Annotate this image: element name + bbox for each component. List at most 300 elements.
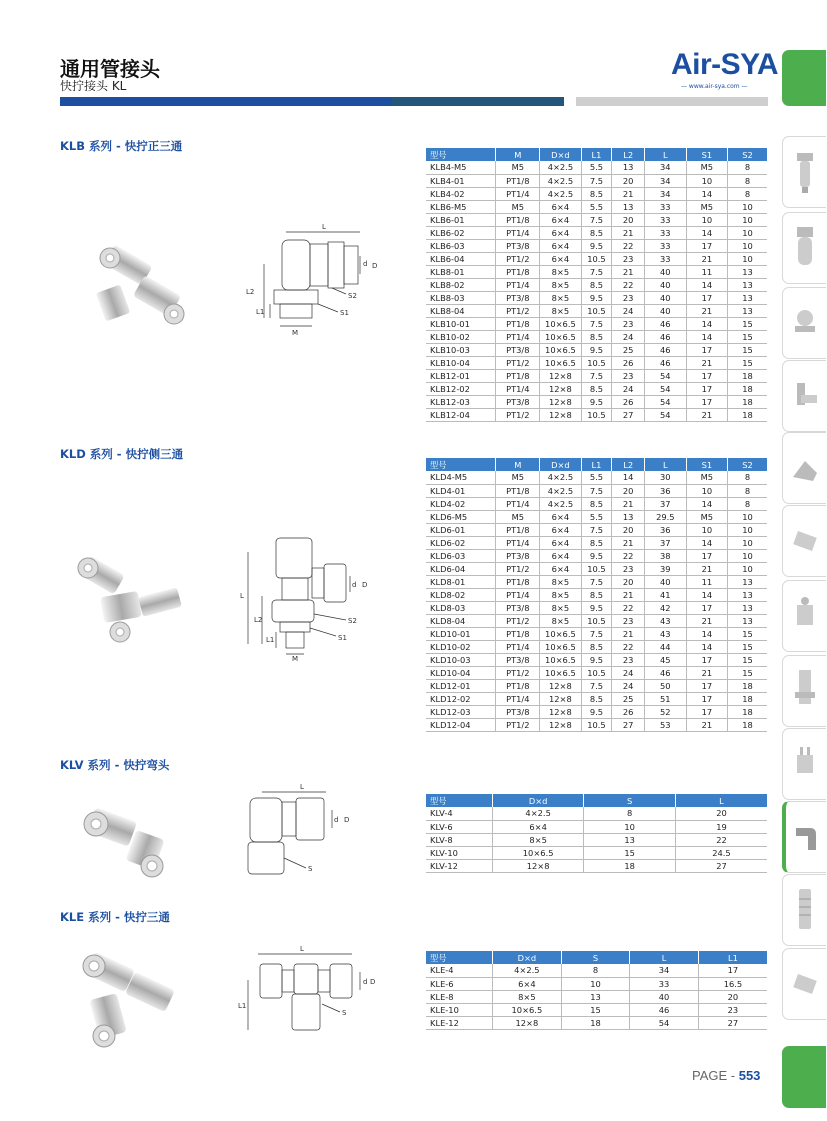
table-cell: 10.5: [581, 614, 612, 627]
table-cell: KLE-8: [426, 990, 493, 1003]
table-cell: KLV-6: [426, 820, 492, 833]
table-cell: 14: [686, 317, 728, 330]
table-row: [426, 265, 767, 278]
table-cell: KLD8-04: [426, 614, 496, 627]
table-cell: 13: [728, 601, 767, 614]
kld-dim-m: M: [292, 655, 299, 663]
table-cell: 17: [686, 369, 728, 382]
table-cell: 12×8: [540, 718, 582, 731]
table-cell: 21: [612, 536, 645, 549]
side-tab-solenoid[interactable]: [782, 432, 826, 504]
klb-spec-table: [426, 148, 767, 422]
table-row: [426, 356, 767, 369]
table-cell: M5: [496, 200, 540, 213]
table-cell: 4×2.5: [540, 187, 582, 200]
table-cell: 4×2.5: [540, 174, 582, 187]
table-header-row: [426, 794, 767, 807]
table-cell: 23: [612, 252, 645, 265]
table-cell: 22: [612, 549, 645, 562]
table-cell: 33: [645, 239, 687, 252]
table-cell: KLB4-01: [426, 174, 496, 187]
table-cell: 8.5: [581, 640, 612, 653]
table-cell: 10×6.5: [540, 666, 582, 679]
table-row: [426, 977, 767, 990]
table-cell: 7.5: [581, 317, 612, 330]
column-header: L: [675, 794, 767, 807]
table-row: [426, 497, 767, 510]
table-cell: 25: [612, 692, 645, 705]
table-cell: 6×4: [492, 820, 584, 833]
table-cell: 21: [686, 252, 728, 265]
table-cell: 7.5: [581, 484, 612, 497]
table-cell: KLB8-04: [426, 304, 496, 317]
table-cell: 10: [728, 523, 767, 536]
table-cell: 46: [645, 330, 687, 343]
table-cell: M5: [496, 161, 540, 174]
table-cell: 6×4: [540, 562, 582, 575]
table-cell: KLD10-02: [426, 640, 496, 653]
table-cell: 37: [645, 497, 687, 510]
table-cell: PT1/4: [496, 640, 540, 653]
table-cell: M5: [686, 161, 728, 174]
table-cell: 8×5: [540, 304, 582, 317]
table-cell: KLE-12: [426, 1016, 493, 1029]
table-cell: 10: [728, 239, 767, 252]
table-cell: 41: [645, 588, 687, 601]
table-cell: PT1/4: [496, 226, 540, 239]
table-cell: 11: [686, 265, 728, 278]
table-cell: 24.5: [675, 846, 767, 859]
filter-icon: [783, 137, 827, 209]
side-tab-regulator[interactable]: [782, 212, 826, 284]
table-row: [426, 833, 767, 846]
table-cell: 6×4: [493, 977, 562, 990]
table-cell: 54: [630, 1016, 699, 1029]
table-row: [426, 213, 767, 226]
table-header-row: [426, 148, 767, 161]
table-cell: 13: [612, 510, 645, 523]
table-cell: PT1/4: [496, 382, 540, 395]
table-cell: PT1/8: [496, 213, 540, 226]
table-cell: 15: [728, 343, 767, 356]
kld-dimension-drawing: [236, 532, 376, 662]
table-row: [426, 523, 767, 536]
table-cell: 9.5: [581, 395, 612, 408]
table-cell: 10.5: [581, 408, 612, 421]
table-cell: 19: [675, 820, 767, 833]
side-tab-filter[interactable]: [782, 136, 826, 208]
table-row: [426, 536, 767, 549]
table-cell: 20: [612, 575, 645, 588]
table-cell: KLD4-02: [426, 497, 496, 510]
fitting-icon: [783, 656, 827, 728]
table-cell: 6×4: [540, 239, 582, 252]
table-cell: 46: [645, 356, 687, 369]
table-cell: PT1/2: [496, 614, 540, 627]
table-cell: 46: [645, 343, 687, 356]
table-cell: 18: [728, 395, 767, 408]
page-title: 通用管接头: [60, 57, 160, 81]
table-cell: 23: [612, 562, 645, 575]
table-cell: 12×8: [540, 369, 582, 382]
table-cell: PT1/8: [496, 317, 540, 330]
table-cell: 17: [686, 395, 728, 408]
table-row: [426, 226, 767, 239]
silencer-icon: [783, 875, 827, 947]
table-cell: 8×5: [493, 990, 562, 1003]
side-tab-gauge[interactable]: [782, 287, 826, 359]
table-cell: 39: [645, 562, 687, 575]
table-cell: 10×6.5: [492, 846, 584, 859]
table-cell: 8.5: [581, 226, 612, 239]
side-tab-connector[interactable]: [782, 801, 826, 873]
table-cell: PT3/8: [496, 601, 540, 614]
table-cell: 8.5: [581, 692, 612, 705]
table-cell: PT1/2: [496, 408, 540, 421]
table-cell: 17: [686, 653, 728, 666]
kld-dim-l2: L2: [254, 616, 263, 624]
kld-dim-d: d: [352, 581, 357, 589]
table-cell: 8: [728, 484, 767, 497]
table-cell: 13: [728, 588, 767, 601]
side-tab-silencer[interactable]: [782, 874, 826, 946]
side-tab-bottom[interactable]: [782, 1046, 826, 1108]
table-cell: 17: [686, 679, 728, 692]
table-row: [426, 653, 767, 666]
column-header: L: [630, 951, 699, 964]
table-cell: KLE-10: [426, 1003, 493, 1016]
table-cell: 18: [728, 408, 767, 421]
table-cell: 10×6.5: [540, 640, 582, 653]
table-cell: 14: [686, 226, 728, 239]
table-cell: 22: [612, 601, 645, 614]
table-cell: 12×8: [540, 408, 582, 421]
klb-dim-l2: L2: [246, 288, 255, 296]
table-cell: 23: [612, 291, 645, 304]
table-header-row: [426, 951, 767, 964]
table-cell: 10: [686, 484, 728, 497]
table-cell: 50: [645, 679, 687, 692]
side-tab-top[interactable]: [782, 50, 826, 106]
column-header: S: [584, 794, 676, 807]
table-cell: 14: [686, 640, 728, 653]
table-cell: 20: [612, 213, 645, 226]
table-cell: KLV-10: [426, 846, 492, 859]
table-cell: KLB8-03: [426, 291, 496, 304]
table-cell: 45: [645, 653, 687, 666]
table-cell: KLD8-02: [426, 588, 496, 601]
table-cell: 7.5: [581, 575, 612, 588]
table-cell: 17: [686, 705, 728, 718]
table-cell: 8: [728, 174, 767, 187]
table-cell: 18: [728, 705, 767, 718]
page-subtitle: 快拧接头 KL: [60, 79, 127, 93]
klb-dim-d: d: [363, 260, 368, 268]
table-cell: 17: [686, 239, 728, 252]
table-cell: 9.5: [581, 549, 612, 562]
column-header: M: [496, 148, 540, 161]
table-cell: 23: [612, 317, 645, 330]
table-cell: PT1/8: [496, 174, 540, 187]
section-title-kle: KLE 系列 - 快拧三通: [60, 910, 170, 924]
table-cell: 22: [612, 278, 645, 291]
table-row: [426, 382, 767, 395]
table-cell: 21: [612, 588, 645, 601]
table-cell: KLV-4: [426, 807, 492, 820]
table-cell: 26: [612, 705, 645, 718]
table-cell: PT1/4: [496, 330, 540, 343]
side-tab-valve[interactable]: [782, 360, 826, 432]
table-cell: 33: [645, 213, 687, 226]
table-cell: 4×2.5: [540, 161, 582, 174]
table-cell: 15: [728, 330, 767, 343]
header-bar-dark: [60, 97, 392, 106]
table-cell: KLD6-03: [426, 549, 496, 562]
table-cell: KLB8-02: [426, 278, 496, 291]
table-cell: KLD10-01: [426, 627, 496, 640]
table-cell: 40: [630, 990, 699, 1003]
column-header: D×d: [493, 951, 562, 964]
side-tab-manifold[interactable]: [782, 728, 826, 800]
side-tab-cylinder[interactable]: [782, 505, 826, 577]
table-row: [426, 510, 767, 523]
table-cell: 12×8: [540, 382, 582, 395]
table-cell: 14: [686, 278, 728, 291]
table-cell: PT3/8: [496, 705, 540, 718]
table-cell: KLB12-01: [426, 369, 496, 382]
table-cell: PT1/4: [496, 536, 540, 549]
column-header: M: [496, 458, 540, 471]
table-cell: 8×5: [540, 265, 582, 278]
table-cell: 46: [645, 317, 687, 330]
table-cell: KLE-6: [426, 977, 493, 990]
header-bar-gray: [576, 97, 768, 106]
table-cell: 33: [645, 252, 687, 265]
table-cell: 10: [561, 977, 630, 990]
header-bar-teal: [392, 97, 564, 106]
table-cell: 8: [728, 471, 767, 484]
elbow-fitting-icon: [786, 802, 826, 874]
column-header: 型号: [426, 794, 492, 807]
table-cell: 23: [612, 653, 645, 666]
table-cell: 8: [561, 964, 630, 977]
table-cell: PT1/4: [496, 187, 540, 200]
table-cell: 10×6.5: [493, 1003, 562, 1016]
table-cell: 12×8: [493, 1016, 562, 1029]
table-cell: 11: [686, 575, 728, 588]
table-row: [426, 562, 767, 575]
table-cell: 13: [728, 278, 767, 291]
table-cell: 7.5: [581, 369, 612, 382]
table-cell: PT3/8: [496, 549, 540, 562]
table-cell: KLV-8: [426, 833, 492, 846]
table-row: [426, 317, 767, 330]
table-cell: PT1/8: [496, 484, 540, 497]
table-cell: 8.5: [581, 588, 612, 601]
table-row: [426, 395, 767, 408]
table-cell: 10: [728, 252, 767, 265]
table-cell: 6×4: [540, 523, 582, 536]
table-cell: KLB6-01: [426, 213, 496, 226]
table-cell: 13: [728, 304, 767, 317]
table-cell: PT1/8: [496, 265, 540, 278]
klv-product-photo: [80, 800, 190, 880]
table-cell: 7.5: [581, 213, 612, 226]
table-cell: 26: [612, 356, 645, 369]
section-title-kld: KLD 系列 - 快拧侧三通: [60, 447, 184, 461]
column-header: 型号: [426, 458, 496, 471]
table-cell: 10: [686, 523, 728, 536]
table-cell: M5: [496, 510, 540, 523]
kle-dim-s: S: [342, 1009, 347, 1017]
table-cell: 4×2.5: [540, 497, 582, 510]
table-cell: 33: [645, 200, 687, 213]
table-cell: KLB10-01: [426, 317, 496, 330]
table-cell: 20: [612, 174, 645, 187]
kld-dim-s1: S1: [338, 634, 347, 642]
table-row: [426, 484, 767, 497]
table-cell: 9.5: [581, 291, 612, 304]
table-cell: M5: [686, 471, 728, 484]
table-cell: 14: [686, 588, 728, 601]
table-cell: 5.5: [581, 200, 612, 213]
table-cell: 8×5: [540, 575, 582, 588]
table-cell: 10.5: [581, 562, 612, 575]
table-cell: 5.5: [581, 510, 612, 523]
klb-dim-m: M: [292, 329, 299, 337]
page-number: [692, 1068, 760, 1083]
page-number-value: 553: [738, 1068, 761, 1083]
table-cell: PT1/2: [496, 562, 540, 575]
table-cell: 21: [686, 718, 728, 731]
table-cell: 8×5: [540, 601, 582, 614]
table-cell: 18: [561, 1016, 630, 1029]
table-cell: 20: [675, 807, 767, 820]
kld-dim-s2: S2: [348, 617, 357, 625]
table-cell: KLD6-04: [426, 562, 496, 575]
kle-dim-d: d: [363, 978, 368, 986]
table-cell: 20: [612, 484, 645, 497]
table-row: [426, 820, 767, 833]
table-cell: KLB10-04: [426, 356, 496, 369]
table-cell: 8: [728, 497, 767, 510]
table-cell: PT1/8: [496, 627, 540, 640]
table-cell: 5.5: [581, 471, 612, 484]
table-cell: 9.5: [581, 343, 612, 356]
table-cell: KLB12-04: [426, 408, 496, 421]
side-tab-actuator[interactable]: [782, 580, 826, 652]
table-cell: 22: [612, 640, 645, 653]
table-cell: 10: [728, 200, 767, 213]
table-cell: 17: [686, 343, 728, 356]
table-cell: KLD6-02: [426, 536, 496, 549]
table-cell: 14: [686, 536, 728, 549]
table-cell: 10.5: [581, 252, 612, 265]
table-cell: 14: [612, 471, 645, 484]
column-header: S1: [686, 148, 728, 161]
table-cell: PT1/4: [496, 692, 540, 705]
brand-logo: Air-SYA: [671, 48, 779, 81]
table-cell: 17: [686, 692, 728, 705]
table-cell: 17: [686, 549, 728, 562]
table-cell: 27: [612, 408, 645, 421]
manifold-icon: [783, 729, 827, 801]
table-cell: 15: [728, 317, 767, 330]
table-cell: 23: [612, 369, 645, 382]
table-cell: 15: [728, 666, 767, 679]
table-cell: 13: [728, 575, 767, 588]
column-header: S: [561, 951, 630, 964]
table-cell: 4×2.5: [493, 964, 562, 977]
klb-product-photo: [92, 240, 192, 330]
table-cell: 38: [645, 549, 687, 562]
table-cell: PT3/8: [496, 395, 540, 408]
column-header: 型号: [426, 951, 493, 964]
side-tab-fitting[interactable]: [782, 655, 826, 727]
table-cell: 13: [561, 990, 630, 1003]
table-cell: 10×6.5: [540, 317, 582, 330]
table-cell: 27: [698, 1016, 767, 1029]
brand-url: — www.air-sya.com —: [681, 83, 748, 90]
klb-dim-bigd: D: [372, 262, 378, 270]
klb-dim-s2: S2: [348, 292, 357, 300]
table-cell: 10.5: [581, 666, 612, 679]
table-cell: 30: [645, 471, 687, 484]
table-row: [426, 278, 767, 291]
table-cell: 34: [630, 964, 699, 977]
table-cell: 34: [645, 161, 687, 174]
table-cell: 10: [728, 226, 767, 239]
table-cell: 13: [612, 161, 645, 174]
kle-dim-l: L: [300, 945, 304, 953]
table-cell: 7.5: [581, 265, 612, 278]
table-cell: KLV-12: [426, 859, 492, 872]
table-cell: KLD4-M5: [426, 471, 496, 484]
table-cell: KLD8-03: [426, 601, 496, 614]
table-cell: 33: [630, 977, 699, 990]
klv-dim-bigd: D: [344, 816, 350, 824]
table-cell: 53: [645, 718, 687, 731]
table-cell: KLB12-02: [426, 382, 496, 395]
table-cell: PT1/8: [496, 679, 540, 692]
table-cell: 15: [728, 356, 767, 369]
table-cell: 10×6.5: [540, 343, 582, 356]
table-cell: 36: [645, 484, 687, 497]
kle-dim-bigd: D: [370, 978, 376, 986]
table-cell: 8.5: [581, 382, 612, 395]
table-cell: 54: [645, 382, 687, 395]
table-cell: PT1/8: [496, 575, 540, 588]
side-tab-accessory[interactable]: [782, 948, 826, 1020]
klb-dim-l1: L1: [256, 308, 265, 316]
table-cell: 54: [645, 369, 687, 382]
table-cell: 21: [612, 187, 645, 200]
table-row: [426, 705, 767, 718]
table-cell: PT1/8: [496, 523, 540, 536]
table-cell: 12×8: [540, 395, 582, 408]
kld-spec-table: [426, 458, 767, 732]
table-cell: 18: [728, 382, 767, 395]
table-cell: PT3/8: [496, 343, 540, 356]
table-cell: PT1/8: [496, 369, 540, 382]
table-cell: 18: [728, 718, 767, 731]
table-cell: 10: [728, 549, 767, 562]
table-cell: 37: [645, 536, 687, 549]
table-header-row: [426, 458, 767, 471]
table-cell: 24: [612, 382, 645, 395]
table-row: [426, 588, 767, 601]
table-cell: 21: [612, 265, 645, 278]
